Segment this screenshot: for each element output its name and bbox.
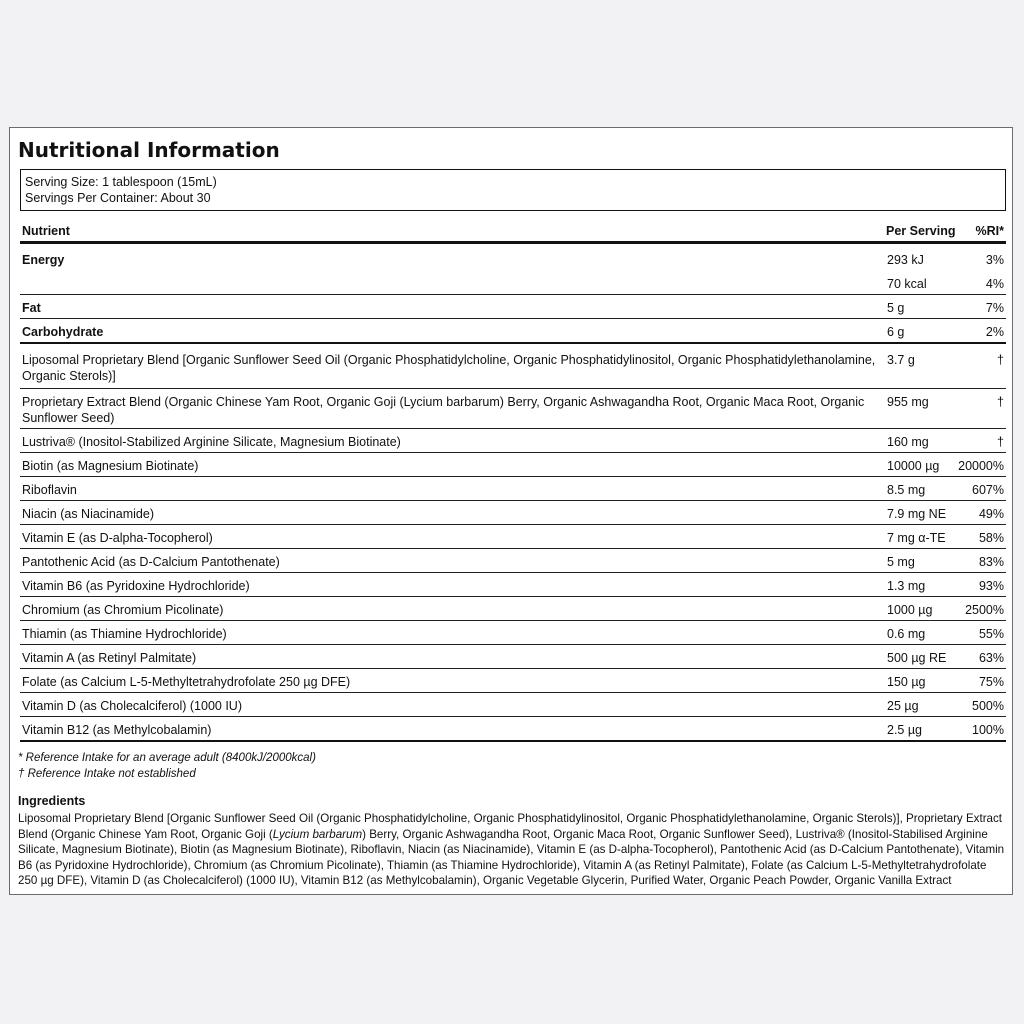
nutrient-row [20,389,1006,429]
nutrient-name: Thiamin (as Thiamine Hydrochloride) [22,627,227,641]
nutrient-row [20,429,1006,453]
nutrient-amount: 955 mg [887,395,929,409]
nutrient-amount: 1.3 mg [887,579,926,593]
energy-kj-ri: 3% [985,253,1004,267]
nutrient-amount: 7.9 mg NE [887,507,947,521]
header-nutrient: Nutrient [22,224,70,238]
nutrient-row [20,344,1006,389]
nutrient-ri: 2500% [965,603,1004,617]
carbohydrate-row [20,319,1006,344]
nutrient-row [20,525,1006,549]
nutrient-name: Pantothenic Acid (as D-Calcium Pantothenate) [22,555,280,569]
nutrient-name: Vitamin B12 (as Methylcobalamin) [22,723,212,737]
nutrient-ri: † [997,395,1004,409]
nutrient-ri: 20000% [958,459,1004,473]
serving-info [20,169,1006,211]
nutrient-row [20,645,1006,669]
ingredients-text-part: Liposomal Proprietary Blend [Organic Sunflower Seed Oil (Organic Phosphatidylcholine, Organic Phosphatidylinositol, Organic Phosphatidylethanolamine, Organic Sterols)], Proprietary Extract Blend (Organic Chinese Yam Root, Organic Goji ( [18,812,1003,841]
serving-size: Serving Size: 1 tablespoon (15mL) [25,175,217,189]
nutrient-ri: 607% [972,483,1004,497]
carbohydrate-amount: 6 g [887,325,905,339]
nutrient-row [20,693,1006,717]
nutrient-row [20,477,1006,501]
nutrient-name: Vitamin B6 (as Pyridoxine Hydrochloride) [22,579,250,593]
nutrient-amount: 3.7 g [887,353,915,367]
nutrient-ri: 63% [978,651,1004,665]
nutrient-row [20,549,1006,573]
nutrient-amount: 8.5 mg [887,483,926,497]
fat-label: Fat [22,301,41,315]
nutrient-ri: 100% [972,723,1004,737]
nutrient-row [20,573,1006,597]
ingredients-italic-species: Lycium barbarum [272,827,363,841]
ingredients-text-part: ) Berry, Organic Ashwagandha Root, Organic Maca Root, Organic Sunflower Seed), Lustriva® (Inositol-Stabilised Arginine Silicate, Magnesium Biotinate), Biotin (as Magnesium Biotinate), Riboflavin, Niacin (as Niacinamide), Vitamin E (as D-alpha-Tocopherol), Pantothenic Acid (as D-Calcium Pantothenate), Vitamin B6 (as Pyridoxine Hydrochloride), Chromium (as Chromium Picolinate), Thiamin (as Thiamine Hydrochloride), Vitamin A (as Retinyl Palmitate), Folate (as Calcium L-5-Methyltetrahydrofolate 250 µg DFE), Vitamin D (as Cholecalciferol) (1000 IU), Vitamin B12 (as Methylcobalamin), Organic Vegetable Glycerin, Purified Water, Organic Peach Powder, Organic Vanilla Extract [18,827,1005,888]
nutrient-amount: 2.5 µg [887,723,923,737]
footnote-reference-intake: * Reference Intake for an average adult (8400kJ/2000kcal) [18,752,316,764]
carbohydrate-label: Carbohydrate [22,325,104,339]
nutrient-ri: 58% [978,531,1004,545]
nutrient-name: Vitamin A (as Retinyl Palmitate) [22,651,197,665]
nutrient-name: Chromium (as Chromium Picolinate) [22,603,224,617]
nutrient-ri: † [997,353,1004,367]
nutrient-name: Niacin (as Niacinamide) [22,507,154,521]
fat-ri: 7% [985,301,1004,315]
nutrient-name: Lustriva® (Inositol-Stabilized Arginine Silicate, Magnesium Biotinate) [22,435,401,449]
servings-per-container: Servings Per Container: About 30 [25,191,211,205]
fat-amount: 5 g [887,301,905,315]
table-header [20,217,1006,244]
nutrient-row [20,669,1006,693]
energy-kcal: 70 kcal [887,277,927,291]
nutrition-panel [9,127,1013,895]
nutrient-ri: 500% [972,699,1004,713]
nutrient-amount: 7 mg α-TE [887,531,946,545]
nutrient-row [20,621,1006,645]
nutrient-row [20,453,1006,477]
nutrient-amount: 25 µg [887,699,919,713]
nutrient-ri: 55% [978,627,1004,641]
nutrient-amount: 10000 µg [887,459,940,473]
ingredients-text [18,811,1008,889]
nutrient-amount: 5 mg [887,555,915,569]
ingredients-title: Ingredients [18,794,86,808]
nutrient-name: Liposomal Proprietary Blend [Organic Sunflower Seed Oil (Organic Phosphatidylcholine, Organic Phosphatidylinositol, Organic Phosphatidylethanolamine, Organic Sterols)] [22,353,876,383]
nutrient-amount: 500 µg RE [887,651,947,665]
nutrient-ri: 83% [978,555,1004,569]
nutrient-amount: 0.6 mg [887,627,926,641]
energy-row [20,244,1006,295]
nutrient-row [20,501,1006,525]
nutrient-amount: 150 µg [887,675,926,689]
nutrient-amount: 160 mg [887,435,929,449]
nutrient-row [20,717,1006,742]
nutrient-name: Vitamin E (as D-alpha-Tocopherol) [22,531,213,545]
panel-title: Nutritional Information [18,138,280,162]
nutrient-ri: 75% [978,675,1004,689]
fat-row [20,295,1006,319]
energy-label: Energy [22,253,65,267]
nutrient-name: Biotin (as Magnesium Biotinate) [22,459,199,473]
carbohydrate-ri: 2% [985,325,1004,339]
footnote-not-established: † Reference Intake not established [18,768,196,780]
header-per-serving: Per Serving [886,224,956,238]
nutrient-name: Riboflavin [22,483,77,497]
nutrient-ri: 49% [978,507,1004,521]
energy-kcal-ri: 4% [985,277,1004,291]
energy-kj: 293 kJ [887,253,924,267]
nutrient-row [20,597,1006,621]
header-ri: %RI* [975,224,1004,238]
nutrient-ri: 93% [978,579,1004,593]
nutrient-amount: 1000 µg [887,603,933,617]
nutrient-name: Vitamin D (as Cholecalciferol) (1000 IU) [22,699,242,713]
nutrient-name: Proprietary Extract Blend (Organic Chinese Yam Root, Organic Goji (Lycium barbarum) Berry, Organic Ashwagandha Root, Organic Maca Root, Organic Sunflower Seed) [22,395,865,425]
nutrient-name: Folate (as Calcium L-5-Methyltetrahydrofolate 250 µg DFE) [22,675,351,689]
nutrient-ri: † [997,435,1004,449]
